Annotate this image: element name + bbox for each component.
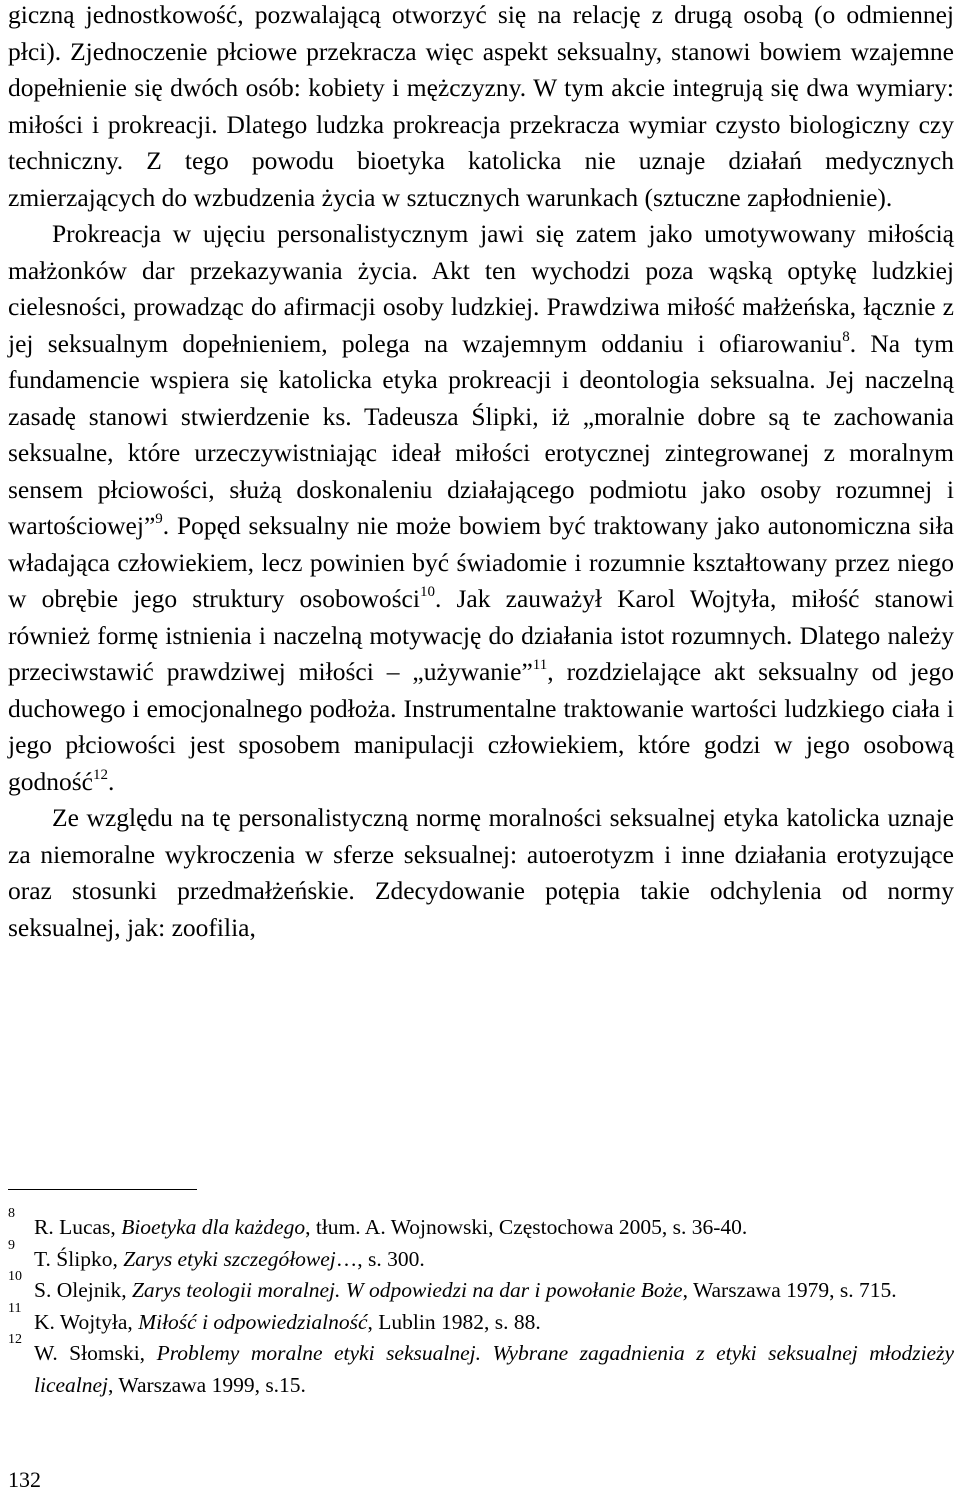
footnote-12 — [8, 1332, 954, 1401]
footnote-ref-11[interactable]: 11 — [532, 657, 548, 673]
paragraph-3 — [8, 800, 954, 946]
paragraph-2-text-6: . — [108, 766, 115, 796]
footnote-details: , Lublin 1982, s. 88. — [367, 1309, 541, 1334]
footnote-details: , tłum. A. Wojnowski, Częstochowa 2005, s. 36-40. — [305, 1215, 748, 1239]
footnote-title: Bioetyka dla każdego — [121, 1215, 306, 1239]
footnote-separator — [8, 1189, 197, 1190]
paragraph-2-text-4: . Jak zauważył Karol Wojtyła, miłość stanowi również formę istnienia i naczelną motywację do działania istot rozumnych. Dlatego należy przeciwstawić prawdziwej miłości – „używanie” — [8, 584, 954, 686]
footnote-ref-8[interactable]: 8 — [842, 328, 850, 345]
footnote-author: W. Słomski, — [34, 1341, 157, 1365]
paragraph-3-text: Ze względu na tę personalistyczną normę moralności seksualnej etyka katolicka uznaje za niemoralne wykroczenia w sferze seksualnej: autoerotyzm i inne działania erotyzujące oraz stosunki przedmałżeńskie. Zdecydowanie potępia takie odchylenia od normy seksualnej, jak: zoofilia, — [8, 803, 954, 942]
footnote-details: , Warszawa 1979, s. 715. — [682, 1278, 897, 1302]
paragraph-1-text: giczną jednostkowość, pozwalającą otworzyć się na relację z drugą osobą (o odmiennej płci). Zjednoczenie płciowe przekracza więc aspekt seksualny, stanowi bowiem wzajemne dopełnienie się dwóch osób: kobiety i mężczyzny. W tym akcie integrują się dwa wymiary: miłości i prokreacji. Dlatego ludzka prokreacja przekracza wymiar czysto biologiczny czy techniczny. Z tego powodu bioetyka katolicka nie uznaje działań medycznych zmierzających do wzbudzenia życia w sztucznych warunkach (sztuczne zapłodnienie). — [8, 0, 954, 212]
paragraph-2-text-1: Prokreacja w ujęciu personalistycznym jawi się zatem jako umotywowany miłością małżonków dar przekazywania życia. Akt ten wychodzi poza wąską optykę ludzkiej cielesności, prowadząc do afirmacji osoby ludzkiej. Prawdziwa miłość małżeńska, łącznie z jej seksualnym dopełnieniem, polega na wzajemnym oddaniu i ofiarowaniu — [8, 219, 954, 358]
footnote-number: 8 — [8, 1206, 15, 1221]
paragraph-2-text-3: . Popęd seksualny nie może bowiem być traktowany jako autonomiczna siła władająca człowiekiem, lecz powinien być świadomie i rozumnie kształtowany przez niego w obrębie jego struktury osobowości — [8, 511, 954, 613]
footnote-details: …, s. 300. — [335, 1246, 425, 1271]
footnote-title: Zarys teologii moralnej. W odpowiedzi na dar i powołanie Boże — [131, 1278, 683, 1302]
footnote-author: K. Wojtyła, — [34, 1309, 139, 1334]
footnote-8 — [8, 1206, 954, 1244]
footnote-number: 12 — [8, 1332, 22, 1347]
footnote-number: 10 — [8, 1269, 22, 1284]
footnote-title: Problemy moralne etyki seksualnej. Wybrane zagadnienia z etyki seksualnej młodzieży licealnej — [34, 1341, 954, 1397]
footnote-ref-10[interactable]: 10 — [419, 584, 435, 600]
page-number: 132 — [8, 1467, 41, 1492]
footnote-number: 11 — [8, 1300, 22, 1316]
paragraph-1 — [8, 0, 954, 216]
footnote-11 — [8, 1300, 954, 1339]
body-text — [8, 0, 954, 946]
footnote-title: Miłość i odpowiedzialność — [138, 1309, 368, 1334]
footnotes — [8, 1206, 954, 1401]
footnote-details: , Warszawa 1999, s.15. — [108, 1372, 306, 1397]
paragraph-2-text-5: , rozdzielające akt seksualny od jego duchowego i emocjonalnego podłoża. Instrumentalne traktowanie wartości ludzkiego ciała i jego płciowości jest sposobem manipulacji człowiekiem, które godzi w jego osobową godność — [8, 657, 954, 796]
footnote-author: T. Ślipko, — [34, 1246, 124, 1271]
footnote-number: 9 — [8, 1237, 15, 1253]
footnote-ref-9[interactable]: 9 — [155, 511, 163, 527]
footnote-9 — [8, 1237, 954, 1276]
footnote-title: Zarys etyki szczegółowej — [123, 1246, 336, 1271]
footnote-author: R. Lucas, — [34, 1215, 122, 1239]
footnote-ref-12[interactable]: 12 — [93, 766, 108, 783]
footnote-author: S. Olejnik, — [34, 1278, 132, 1302]
paragraph-2 — [8, 216, 954, 800]
footnote-10 — [8, 1269, 954, 1307]
paragraph-2-text-2: . Na tym fundamencie wspiera się katolicka etyka prokreacji i deontologia seksualna. Jej naczelną zasadę stanowi stwierdzenie ks. Tadeusza Ślipki, iż „moralnie dobre są te zachowania seksualne, które urzeczywistniając ideał miłości erotycznej zintegrowanej z moralnym sensem płciowości, służą doskonaleniu działającego podmiotu jako osoby rozumnej i wartościowej” — [8, 328, 954, 540]
